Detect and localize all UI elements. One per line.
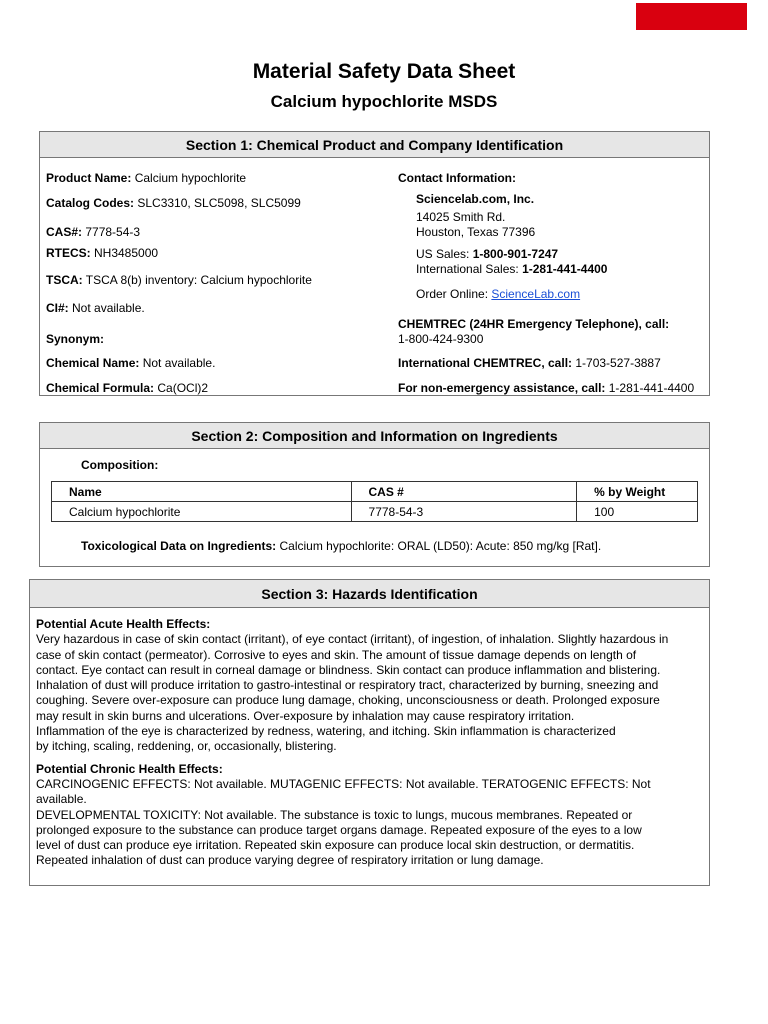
field-rtecs: RTECS: NH3485000: [46, 246, 159, 260]
table-row: [52, 502, 698, 522]
toxicological-data: Toxicological Data on Ingredients: Calcium hypochlorite: ORAL (LD50): Acute: 850 mg/kg [Rat].: [81, 539, 602, 553]
section-2: [39, 422, 710, 567]
international-chemtrec: International CHEMTREC, call: 1-703-527-3887: [398, 356, 661, 370]
field-ci: CI#: Not available.: [46, 301, 145, 315]
chronic-effects-heading: Potential Chronic Health Effects:: [36, 761, 223, 776]
order-online: Order Online: ScienceLab.com: [416, 287, 581, 301]
us-sales: US Sales: 1-800-901-7247: [416, 247, 559, 261]
field-catalog-codes: Catalog Codes: SLC3310, SLC5098, SLC5099: [46, 196, 301, 210]
section-3: [29, 579, 710, 886]
composition-table: [51, 481, 698, 522]
acute-line: Inflammation of the eye is characterized by redness, watering, and itching. Skin inflammation is characterized: [36, 724, 616, 739]
acute-line: by itching, scaling, reddening, or, occasionally, blistering.: [36, 739, 337, 754]
acute-effects-heading: Potential Acute Health Effects:: [36, 617, 211, 631]
chronic-line: CARCINOGENIC EFFECTS: Not available. MUTAGENIC EFFECTS: Not available. TERATOGENIC EFFECTS: Not: [36, 776, 651, 791]
chemtrec-phone: 1-800-424-9300: [398, 332, 484, 346]
sciencelab-link[interactable]: ScienceLab.com: [491, 287, 581, 301]
acute-line: case of skin contact (permeator). Corrosive to eyes and skin. The amount of tissue damage depends on length of: [36, 647, 637, 662]
section-1-heading: Section 1: Chemical Product and Company Identification: [40, 132, 709, 158]
cell-weight: 100: [577, 502, 698, 522]
section-2-heading: Section 2: Composition and Information on Ingredients: [40, 423, 709, 449]
field-chemical-name: Chemical Name: Not available.: [46, 356, 216, 370]
acute-line: may result in skin burns and ulcerations. Over-exposure by inhalation may cause respiratory irritation.: [36, 708, 575, 723]
chronic-line: DEVELOPMENTAL TOXICITY: Not available. The substance is toxic to lungs, mucous membranes. Repeated or: [36, 807, 633, 822]
composition-label: Composition:: [81, 458, 159, 472]
column-header-weight: % by Weight: [577, 482, 698, 502]
chronic-line: prolonged exposure to the substance can produce target organs damage. Repeated exposure of the eyes to a low: [36, 822, 642, 837]
cell-cas: 7778-54-3: [351, 502, 577, 522]
column-header-name: Name: [52, 482, 352, 502]
cell-name: Calcium hypochlorite: [52, 502, 352, 522]
acute-line: coughing. Severe over-exposure can produce lung damage, choking, unconsciousness or death. Prolonged exposure: [36, 693, 660, 708]
acute-line: Inhalation of dust will produce irritation to gastro-intestinal or respiratory tract, characterized by burning, sneezing and: [36, 678, 659, 693]
field-synonym: Synonym:: [46, 332, 105, 346]
section-3-heading: Section 3: Hazards Identification: [30, 580, 709, 608]
table-header-row: [52, 482, 698, 502]
document-title: Material Safety Data Sheet: [252, 60, 516, 83]
non-emergency-assistance: For non-emergency assistance, call: 1-281-441-4400: [398, 381, 695, 395]
contact-heading: Contact Information:: [398, 171, 516, 185]
acute-line: Very hazardous in case of skin contact (irritant), of eye contact (irritant), of ingestion, of inhalation. Slightly hazardous in: [36, 632, 669, 647]
acute-line: contact. Eye contact can result in corneal damage or blindness. Skin contact can produce inflammation and blistering.: [36, 662, 661, 677]
chronic-line: level of dust can produce eye irritation. Repeated skin exposure can produce local skin destruction, or dermatitis.: [36, 838, 635, 853]
chronic-line: available.: [36, 792, 87, 807]
address-line-1: 14025 Smith Rd.: [416, 210, 506, 224]
company-name: Sciencelab.com, Inc.: [416, 192, 535, 206]
field-chemical-formula: Chemical Formula: Ca(OCl)2: [46, 381, 209, 395]
section-1: [39, 131, 710, 396]
field-product-name: Product Name: Calcium hypochlorite: [46, 171, 247, 185]
international-sales: International Sales: 1-281-441-4400: [416, 262, 608, 276]
hazards-body: [36, 617, 706, 869]
chemtrec-label: CHEMTREC (24HR Emergency Telephone), call:: [398, 317, 670, 331]
document-subtitle: Calcium hypochlorite MSDS: [270, 92, 498, 111]
chronic-line: Repeated inhalation of dust can produce varying degree of respiratory irritation or lung damage.: [36, 853, 544, 868]
brand-color-block: [636, 3, 747, 30]
column-header-cas: CAS #: [351, 482, 577, 502]
address-line-2: Houston, Texas 77396: [416, 225, 536, 239]
field-cas: CAS#: 7778-54-3: [46, 225, 141, 239]
field-tsca: TSCA: TSCA 8(b) inventory: Calcium hypochlorite: [46, 273, 312, 287]
